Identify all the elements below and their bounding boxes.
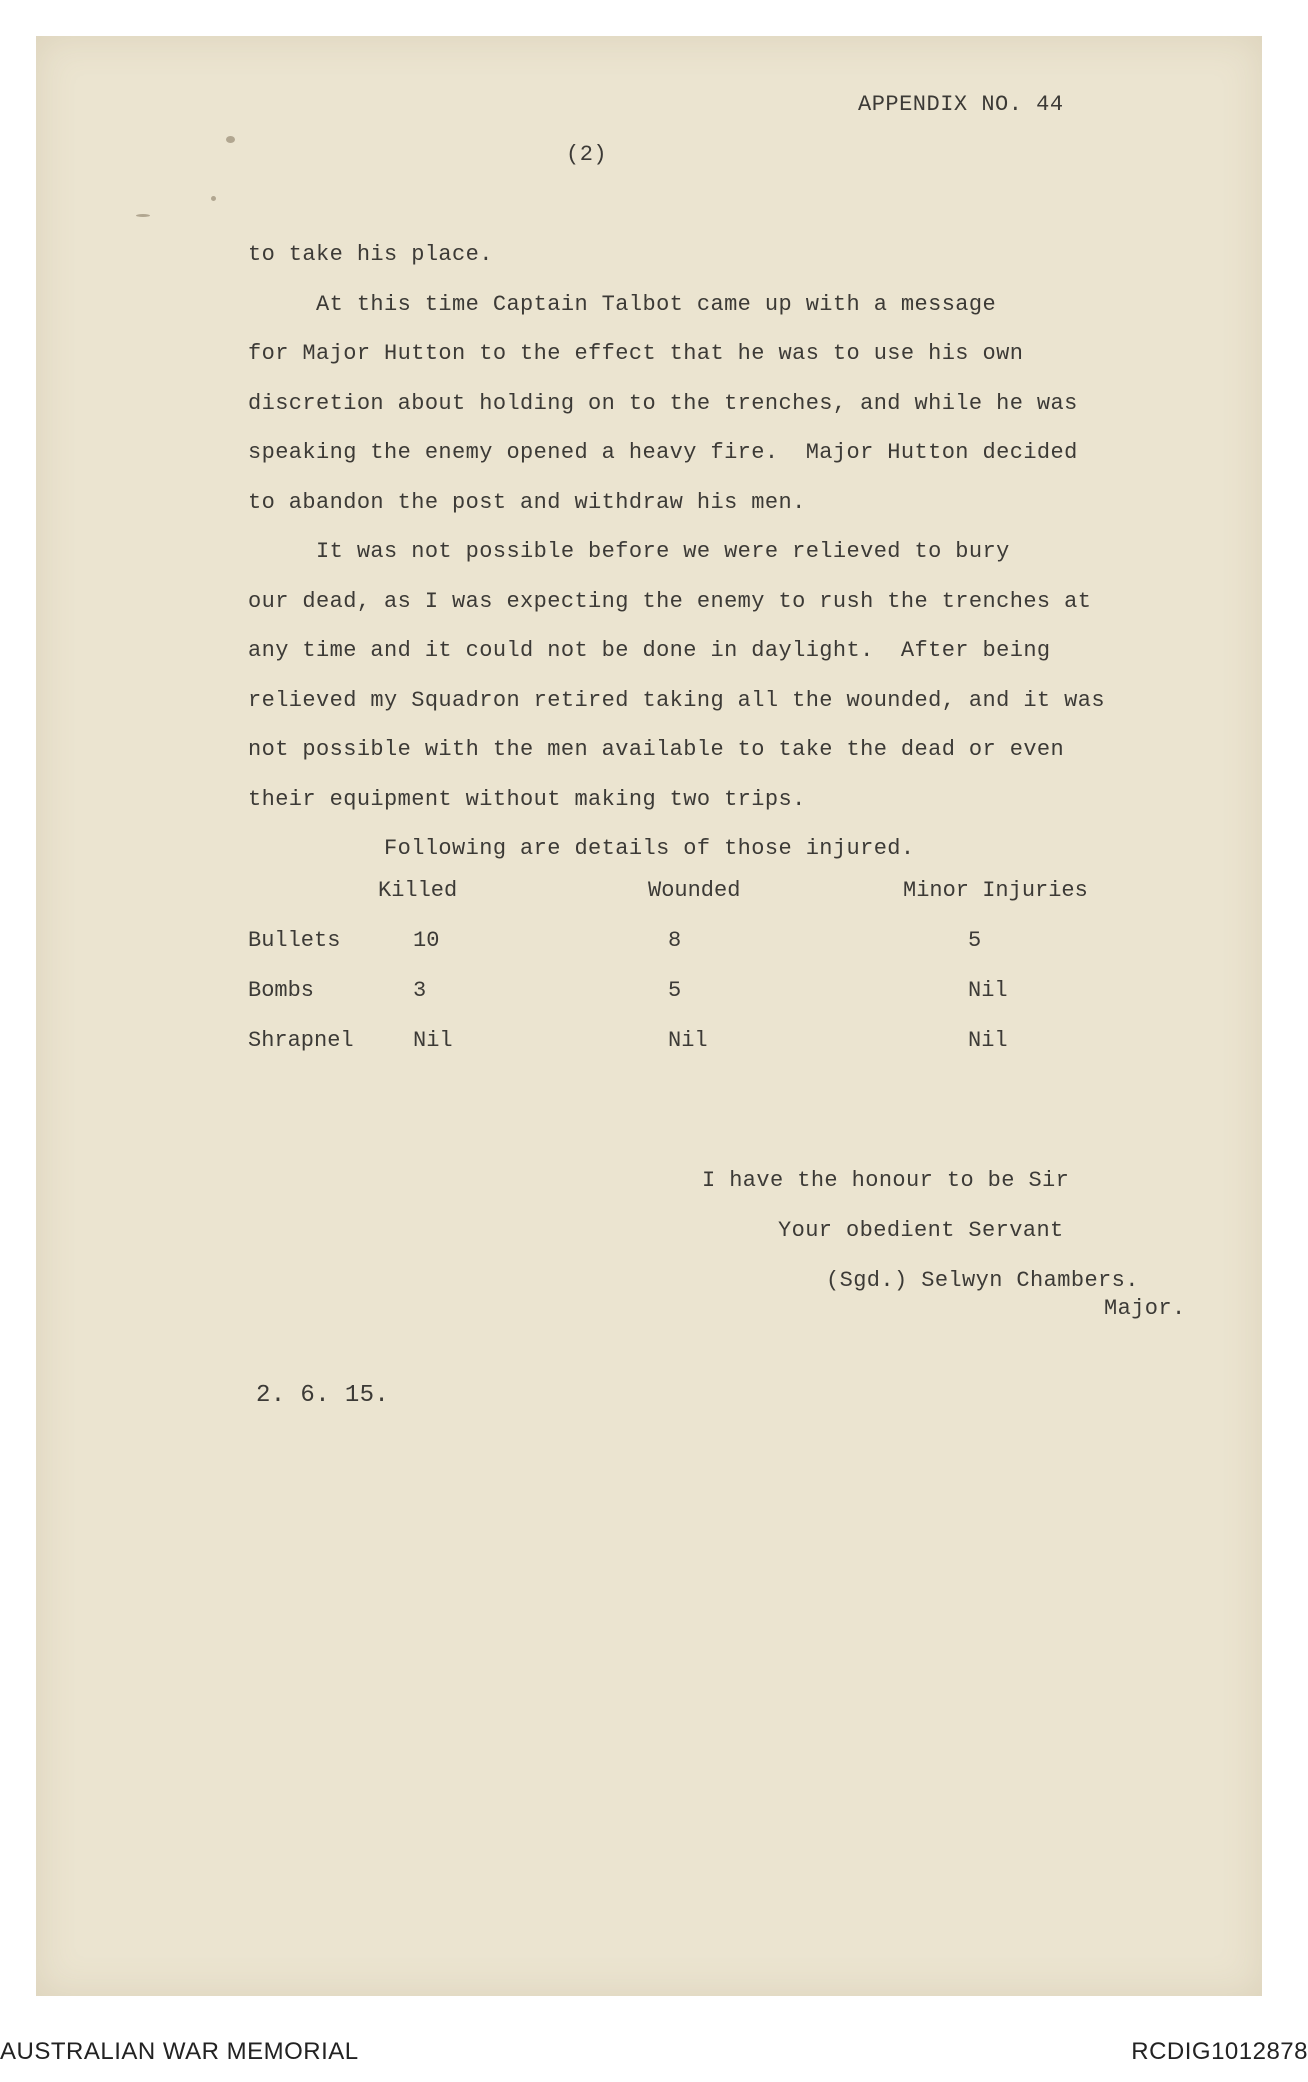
cell-wounded: Nil <box>668 1028 708 1053</box>
body-line: discretion about holding on to the trenches, and while he was <box>248 390 1078 416</box>
footer-source: AUSTRALIAN WAR MEMORIAL <box>0 2038 359 2065</box>
page-number: (2) <box>566 142 608 167</box>
body-line: our dead, as I was expecting the enemy to rush the trenches at <box>248 588 1092 614</box>
body-line: It was not possible before we were relieved to bury <box>248 539 1010 564</box>
body-text <box>248 230 1198 874</box>
body-line: their equipment without making two trips. <box>248 786 806 812</box>
body-line: for Major Hutton to the effect that he was to use his own <box>248 341 1024 366</box>
injuries-table <box>248 878 1148 1078</box>
header-minor-injuries: Minor Injuries <box>903 878 1088 903</box>
header-killed: Killed <box>378 878 458 903</box>
ink-spot <box>226 136 235 143</box>
signature-rank: Major. <box>1104 1296 1186 1321</box>
cell-killed: 10 <box>413 928 440 953</box>
cell-minor: Nil <box>968 1028 1008 1053</box>
body-line: relieved my Squadron retired taking all the wounded, and it was <box>248 687 1105 713</box>
signature: (Sgd.) Selwyn Chambers. <box>826 1268 1139 1293</box>
appendix-heading: APPENDIX NO. 44 <box>858 92 1064 117</box>
cell-minor: Nil <box>968 978 1008 1003</box>
body-line: Following are details of those injured. <box>248 836 915 861</box>
cell-killed: 3 <box>413 978 427 1003</box>
table-row <box>248 978 1148 1028</box>
cell-killed: Nil <box>413 1028 453 1053</box>
table-header-row <box>248 878 1148 928</box>
cell-minor: 5 <box>968 928 982 953</box>
row-label: Bombs <box>248 978 315 1003</box>
closing-line-1: I have the honour to be Sir <box>702 1168 1070 1193</box>
body-line: any time and it could not be done in daylight. After being <box>248 638 1051 663</box>
cell-wounded: 8 <box>668 928 682 953</box>
header-wounded: Wounded <box>648 878 741 903</box>
body-line: to abandon the post and withdraw his men. <box>248 489 806 515</box>
body-line: At this time Captain Talbot came up with a message <box>248 291 997 317</box>
table-row <box>248 928 1148 978</box>
ink-spot <box>211 196 216 201</box>
closing-line-2: Your obedient Servant <box>778 1218 1064 1243</box>
document-date: 2. 6. 15. <box>256 1382 390 1409</box>
footer-id: RCDIG1012878 <box>1131 2038 1308 2065</box>
body-line: to take his place. <box>248 242 493 267</box>
row-label: Shrapnel <box>248 1028 354 1053</box>
table-row <box>248 1028 1148 1078</box>
cell-wounded: 5 <box>668 978 682 1003</box>
body-line: speaking the enemy opened a heavy fire. Major Hutton decided <box>248 440 1078 465</box>
row-label: Bullets <box>248 928 341 953</box>
ink-spot <box>136 214 150 217</box>
body-line: not possible with the men available to take the dead or even <box>248 737 1065 762</box>
